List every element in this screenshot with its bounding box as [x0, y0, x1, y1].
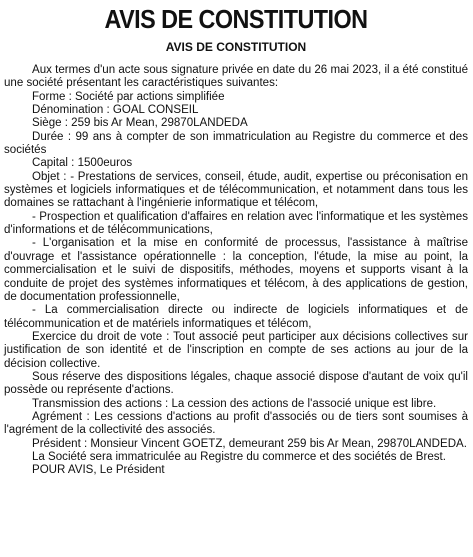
notice-body	[4, 64, 468, 478]
notice-subheading: AVIS DE CONSTITUTION	[165, 40, 307, 54]
purpose-paragraph: Objet : - Prestations de services, conseil, étude, audit, expertise ou préconisation en systèmes et logiciels informatiques et de télécommunication, et notamment dans tous les domaines se rattachant à l'ingénierie informatique et télécom,	[4, 170, 468, 210]
head-office-line: Siège : 259 bis Ar Mean, 29870LANDEDA	[32, 117, 248, 130]
purpose-prospection: - Prospection et qualification d'affaires en relation avec l'informatique et les systèmes d'informations et de télécommunications,	[4, 210, 468, 237]
duration-line: Durée : 99 ans à compter de son immatriculation au Registre du commerce et des sociétés	[4, 130, 468, 157]
form-line: Forme : Société par actions simplifiée	[32, 90, 225, 103]
signature-line: POUR AVIS, Le Président	[32, 464, 165, 477]
registration-line: La Société sera immatriculée au Registre du commerce et des sociétés de Brest.	[32, 450, 446, 463]
approval-paragraph: Agrément : Les cessions d'actions au profit d'associés ou de tiers sont soumises à l'agrément de la collectivité des associés.	[4, 410, 468, 437]
share-transfer-line: Transmission des actions : La cession des actions de l'associé unique est libre.	[32, 397, 437, 410]
name-line: Dénomination : GOAL CONSEIL	[32, 104, 199, 117]
intro-paragraph: Aux termes d'un acte sous signature privée en date du 26 mai 2023, il a été constitué une société présentant les caractéristiques suivantes:	[4, 64, 468, 90]
legal-reserve-paragraph: Sous réserve des dispositions légales, chaque associé dispose d'autant de voix qu'il possède ou représente d'actions.	[4, 370, 468, 397]
notice-headline: AVIS DE CONSTITUTION	[104, 4, 368, 34]
voting-rights-paragraph: Exercice du droit de vote : Tout associé peut participer aux décisions collectives sur justification de son identité et de l'inscription en compte de ses actions au jour de la décision collective.	[4, 330, 468, 370]
president-paragraph: Président : Monsieur Vincent GOETZ, demeurant 259 bis Ar Mean, 29870LANDEDA.	[32, 437, 467, 450]
purpose-commercialisation: - La commercialisation directe ou indirecte de logiciels informatiques et de télécommunication et de matériels informatiques et télécom,	[4, 304, 468, 330]
purpose-organisation: - L'organisation et la mise en conformité de processus, l'assistance à maîtrise d'ouvrage et l'assistance opérationnelle : la conception, l'étude, la mise au point, la commercialisation et le suivi de dispositifs, méthodes, moyens et supports visant à la conduite de projet des systèmes informatiques et télécom, à des applications de gestion, de documentation professionnelle,	[4, 237, 468, 303]
capital-line: Capital : 1500euros	[32, 157, 133, 170]
